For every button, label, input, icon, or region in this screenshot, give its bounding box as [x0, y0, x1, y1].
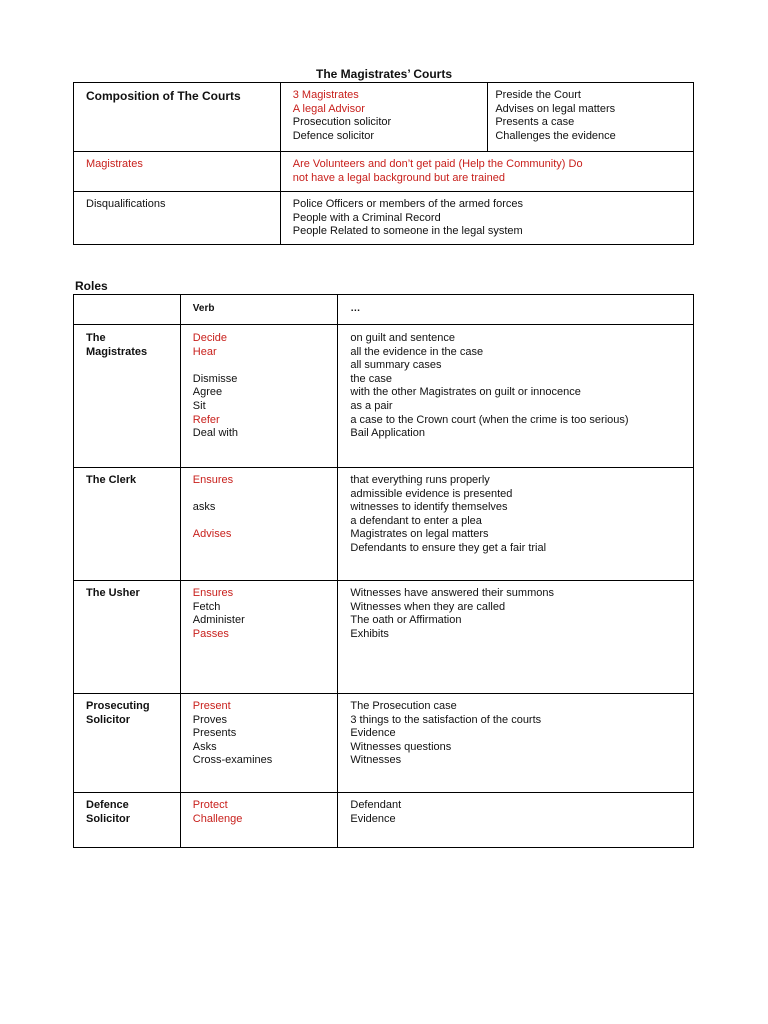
page-title: The Magistrates’ Courts	[315, 67, 453, 81]
object: admissible evidence is presented	[350, 487, 513, 500]
verb: Ensures	[192, 587, 234, 599]
object: witnesses to identify themselves	[350, 501, 508, 514]
verb: Decide	[192, 332, 228, 344]
duty-line: Presents a case	[495, 116, 575, 129]
object-cell	[338, 581, 694, 694]
verb: Challenge	[192, 812, 243, 825]
disqualification-line: Police Officers or members of the armed forces	[292, 198, 524, 210]
composition-row-magistrates	[74, 152, 694, 192]
verb-cell	[180, 793, 338, 848]
composition-label-cell	[74, 83, 281, 152]
role-name-line: The Usher	[86, 587, 140, 599]
duty-line: Preside the Court	[495, 89, 581, 101]
verb: Asks	[192, 740, 217, 753]
verb: Hear	[192, 345, 217, 358]
member-line: Defence solicitor	[292, 129, 375, 142]
description-line: Are Volunteers and don’t get paid (Help the Community) Do	[292, 158, 583, 170]
verb: Passes	[192, 627, 229, 640]
object: 3 things to the satisfaction of the courts	[350, 713, 542, 726]
magistrates-label-cell	[74, 152, 281, 192]
disqualifications-list-cell	[280, 192, 693, 245]
duty-line: Challenges the evidence	[495, 129, 616, 142]
composition-members-cell	[280, 83, 488, 152]
object: a defendant to enter a plea	[350, 514, 482, 527]
magistrates-label: Magistrates	[86, 158, 143, 170]
role-row-magistrates	[74, 325, 694, 468]
member-line: Prosecution solicitor	[292, 116, 392, 129]
verb-spacer	[193, 359, 338, 373]
object-cell	[338, 468, 694, 581]
verb: Proves	[192, 713, 228, 726]
object: Magistrates on legal matters	[350, 528, 489, 541]
verb: Agree	[192, 386, 223, 399]
header-role-cell	[74, 295, 181, 325]
verb-spacer	[193, 488, 338, 502]
object: Witnesses	[350, 754, 402, 767]
object: all summary cases	[350, 359, 442, 372]
role-name-line: The	[86, 332, 106, 344]
disqualifications-label-cell	[74, 192, 281, 245]
description-line: not have a legal background but are trained	[292, 171, 505, 184]
member-line: A legal Advisor	[292, 102, 365, 115]
verb-cell	[180, 581, 338, 694]
role-row-prosecuting-solicitor	[74, 694, 694, 793]
role-row-clerk	[74, 468, 694, 581]
verb: Administer	[192, 614, 245, 627]
verb: Ensures	[192, 474, 234, 486]
object: Evidence	[350, 727, 396, 740]
verb: Presents	[192, 727, 237, 740]
verb: Advises	[192, 528, 232, 541]
composition-duties-cell	[488, 83, 694, 152]
verb: Dismisse	[192, 372, 238, 385]
verb: Sit	[192, 399, 206, 412]
object: the case	[350, 372, 392, 385]
verb: Cross-examines	[192, 754, 273, 767]
verb-cell	[180, 694, 338, 793]
header-object-cell	[338, 295, 694, 325]
object: all the evidence in the case	[350, 345, 484, 358]
role-name-cell	[74, 793, 181, 848]
role-name-line: Prosecuting	[86, 700, 150, 712]
object: on guilt and sentence	[350, 332, 455, 344]
object: Witnesses have answered their summons	[350, 587, 554, 599]
object: Defendant	[350, 799, 402, 811]
object-cell	[338, 325, 694, 468]
composition-row-courts	[74, 83, 694, 152]
disqualifications-label: Disqualifications	[86, 198, 166, 210]
role-name-line: The Clerk	[86, 474, 137, 486]
role-name-line: Defence	[86, 799, 129, 811]
verb: Protect	[192, 799, 228, 811]
object: that everything runs properly	[350, 474, 490, 486]
roles-heading: Roles	[75, 279, 108, 293]
role-name-line: Magistrates	[86, 345, 148, 358]
verb-cell	[180, 468, 338, 581]
role-name-cell	[74, 581, 181, 694]
verb: Refer	[192, 413, 220, 426]
object: with the other Magistrates on guilt or innocence	[350, 386, 581, 399]
object: Witnesses when they are called	[350, 600, 506, 613]
role-row-usher	[74, 581, 694, 694]
object-cell	[338, 793, 694, 848]
composition-label: Composition of The Courts	[86, 89, 241, 103]
object: Evidence	[350, 812, 396, 825]
verb: Present	[192, 700, 231, 712]
object: Exhibits	[350, 627, 389, 640]
role-name-cell	[74, 468, 181, 581]
object: Bail Application	[350, 427, 425, 440]
object: Witnesses questions	[350, 740, 452, 753]
header-verb: Verb	[192, 303, 215, 314]
header-verb-cell	[180, 295, 338, 325]
object-cell	[338, 694, 694, 793]
roles-table	[73, 294, 694, 848]
member-line: 3 Magistrates	[292, 89, 359, 101]
verb-cell	[180, 325, 338, 468]
roles-header-row	[74, 295, 694, 325]
object: as a pair	[350, 399, 393, 412]
composition-table	[73, 82, 694, 245]
object: The oath or Affirmation	[350, 614, 462, 627]
magistrates-description-cell	[280, 152, 693, 192]
role-row-defence-solicitor	[74, 793, 694, 848]
role-name-cell	[74, 694, 181, 793]
duty-line: Advises on legal matters	[495, 102, 616, 115]
object: The Prosecution case	[350, 700, 457, 712]
role-name-cell	[74, 325, 181, 468]
object: a case to the Crown court (when the crime is too serious)	[350, 413, 629, 426]
object: Defendants to ensure they get a fair trial	[350, 541, 547, 554]
verb-spacer	[193, 515, 338, 529]
composition-row-disqualifications	[74, 192, 694, 245]
disqualification-line: People with a Criminal Record	[292, 211, 441, 224]
disqualification-line: People Related to someone in the legal system	[292, 225, 523, 238]
verb: asks	[192, 501, 216, 514]
verb: Deal with	[192, 427, 239, 440]
verb: Fetch	[192, 600, 221, 613]
role-name-line: Solicitor	[86, 812, 131, 825]
header-object: …	[350, 303, 361, 314]
role-name-line: Solicitor	[86, 713, 131, 726]
